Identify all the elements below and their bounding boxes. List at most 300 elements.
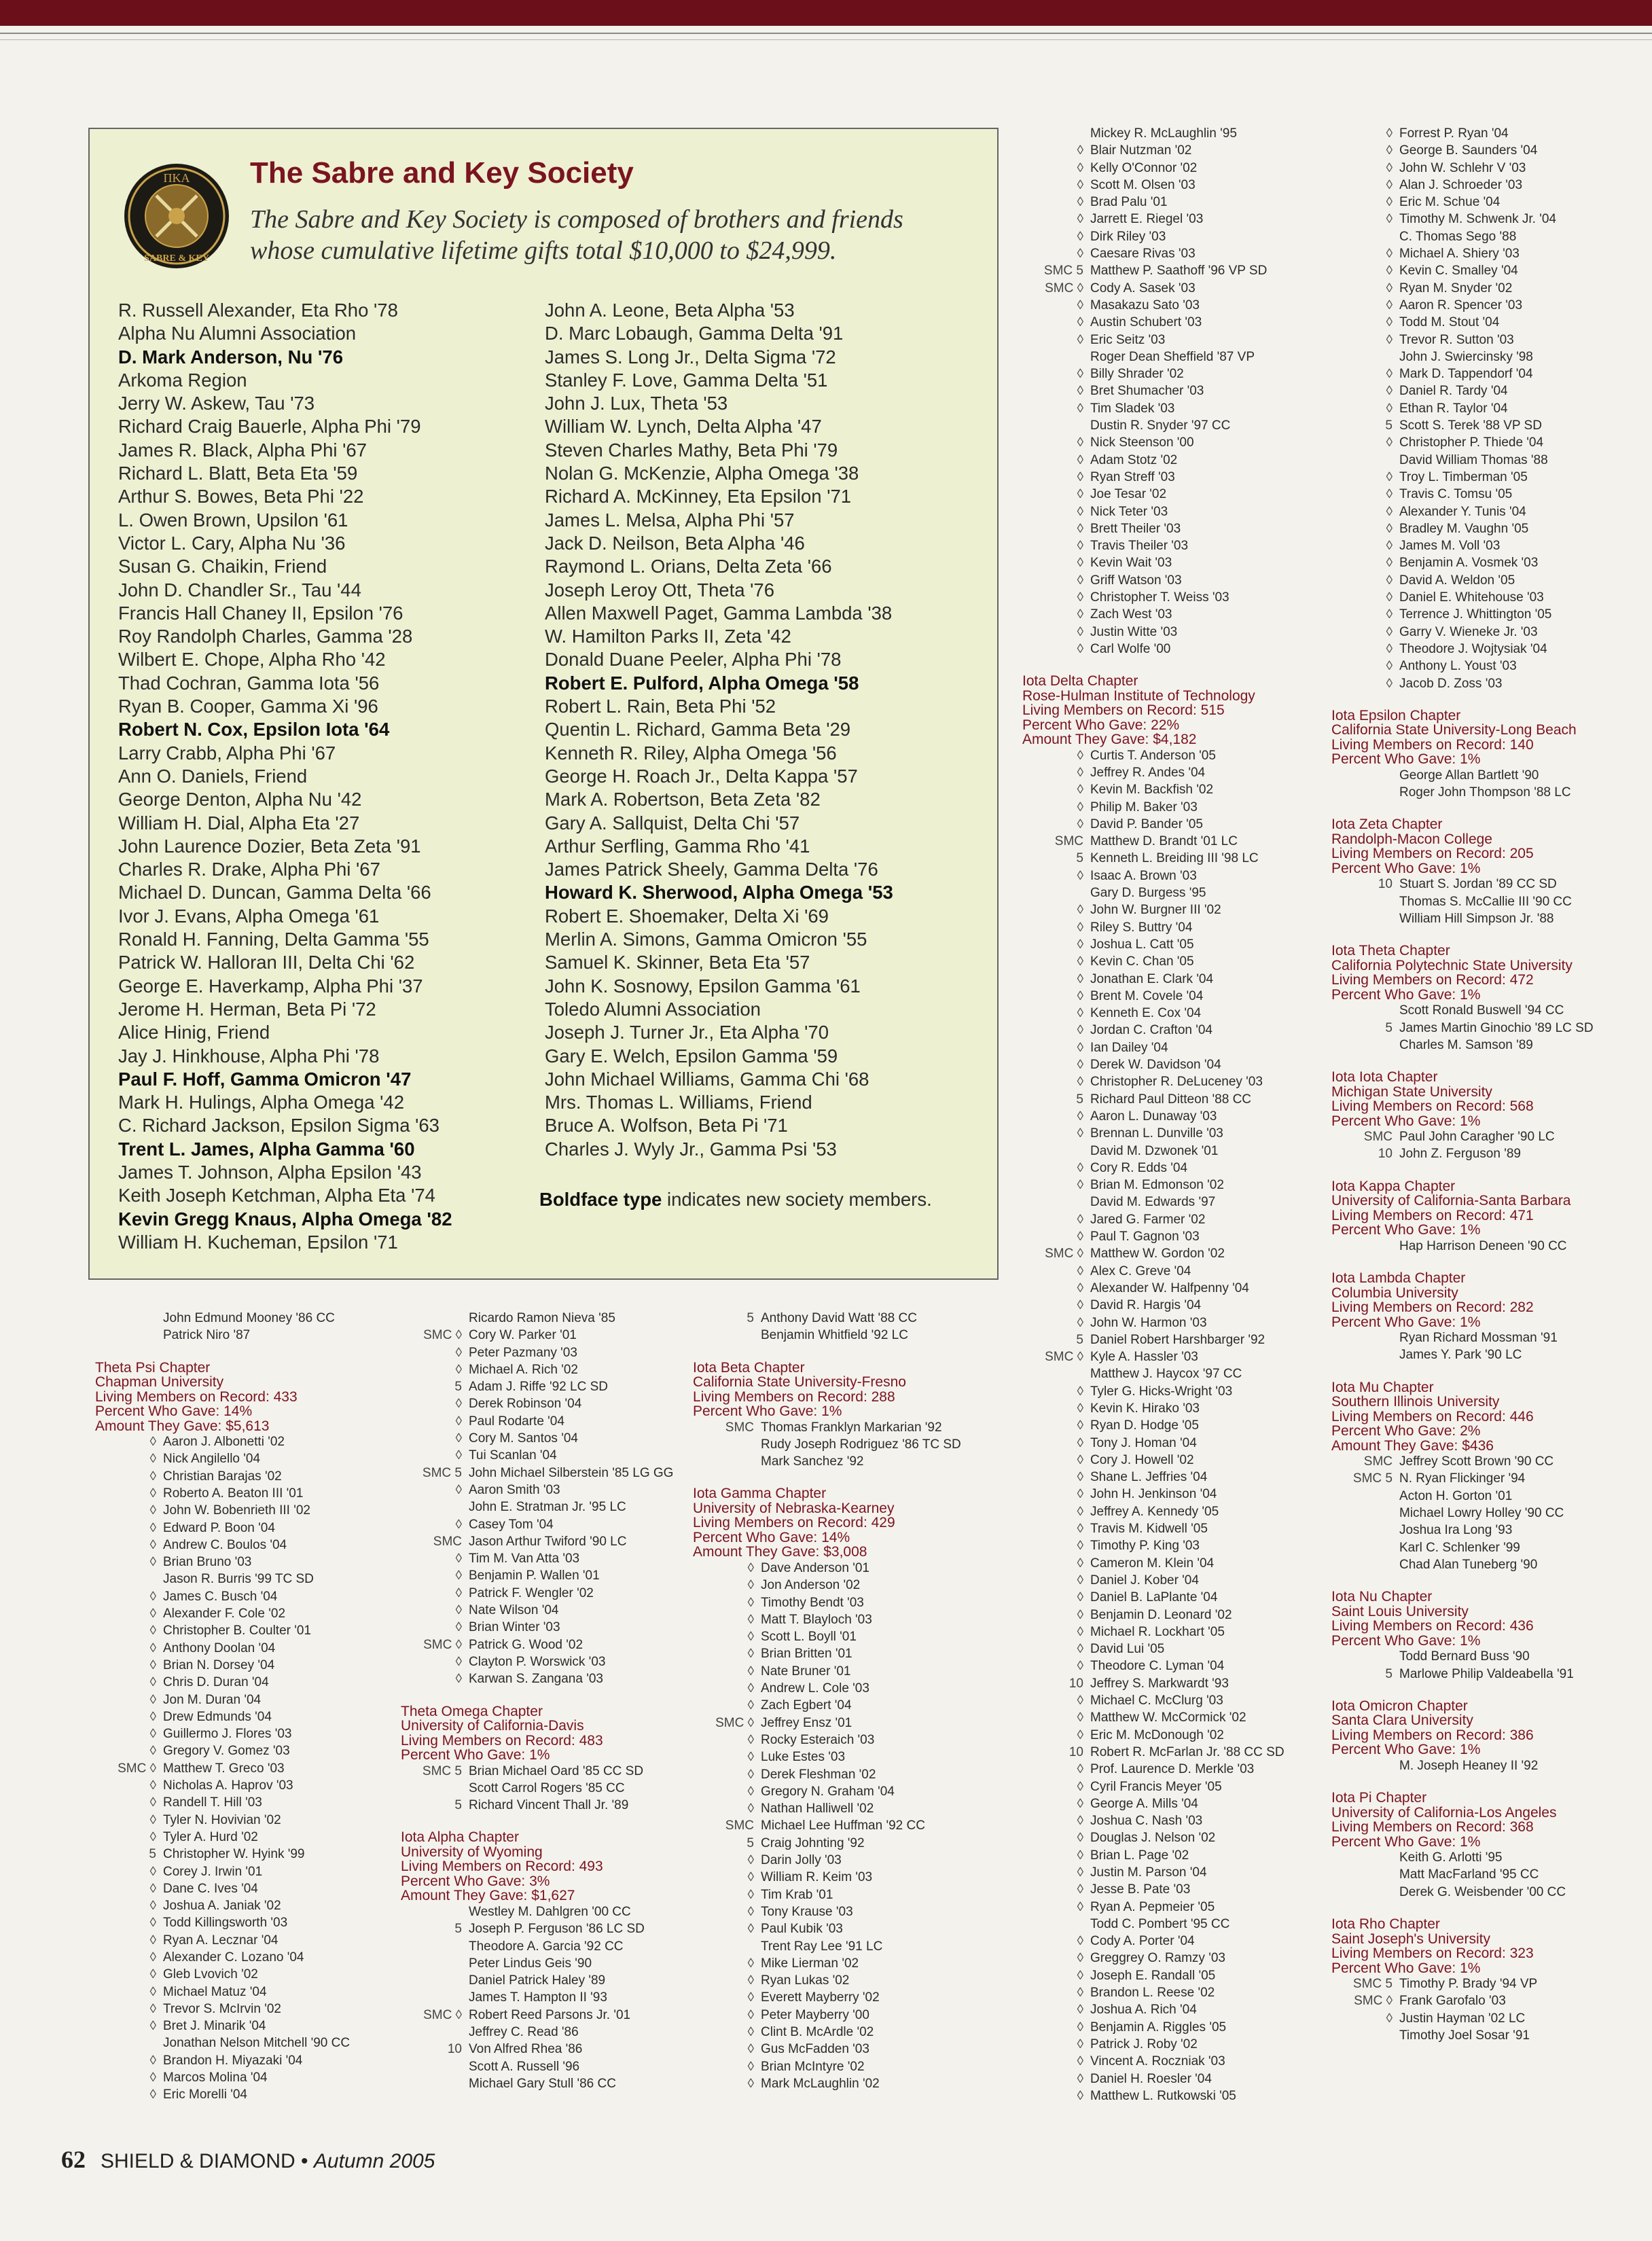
- member-code: ◊: [1386, 212, 1393, 227]
- member-name: Matthew W. McCormick '02: [1090, 1710, 1246, 1725]
- sabre-key-seal-icon: [122, 162, 231, 270]
- boldface-note-bold: Boldface type: [539, 1189, 662, 1210]
- society-member: Donald Duane Peeler, Alpha Phi '78: [545, 649, 842, 670]
- member-name: Philip M. Baker '03: [1090, 800, 1198, 814]
- member-row: [1331, 503, 1630, 520]
- member-row: [1022, 1160, 1321, 1177]
- member-row: [1022, 1469, 1321, 1486]
- top-rule: [0, 33, 1652, 34]
- member-code: ◊: [149, 1709, 156, 1724]
- member-code: [1331, 1002, 1393, 1019]
- member-row: [1022, 1881, 1321, 1898]
- member-row: [95, 1897, 394, 1914]
- member-name: Anthony L. Youst '03: [1399, 659, 1517, 674]
- donor-column-3: [693, 1310, 992, 2109]
- member-name: Vincent A. Roczniak '03: [1090, 2054, 1225, 2069]
- member-row: [1022, 417, 1321, 434]
- member-row: [1331, 1329, 1630, 1346]
- member-code: ◊: [747, 1922, 754, 1937]
- member-code: ◊: [1077, 1814, 1083, 1829]
- chapter-heading-line: Percent Who Gave: 1%: [1331, 1960, 1481, 1976]
- chapter-heading: [1331, 1271, 1630, 1329]
- chapter-section: [1331, 1590, 1630, 1683]
- chapter-heading-line: Iota Nu Chapter: [1331, 1589, 1433, 1605]
- member-row: [1022, 1555, 1321, 1572]
- member-code: ◊: [1077, 1573, 1083, 1588]
- member-row: [95, 2052, 394, 2069]
- member-name: Derek G. Weisbender '00 CC: [1399, 1884, 1566, 1899]
- member-row: [1022, 589, 1321, 606]
- member-code: ◊: [1077, 2037, 1083, 2051]
- member-name: Michael Lowry Holley '90 CC: [1399, 1506, 1564, 1521]
- society-member: Alpha Nu Alumni Association: [118, 323, 357, 344]
- member-name: Tim Sladek '03: [1090, 401, 1175, 416]
- member-code: ◊: [1386, 590, 1393, 605]
- member-row: [1022, 486, 1321, 503]
- member-row: [1331, 520, 1630, 537]
- member-code: ◊: [1386, 539, 1393, 554]
- member-row: [1022, 1916, 1321, 1933]
- member-row: [401, 1619, 700, 1636]
- member-code: ◊: [1077, 1590, 1083, 1605]
- member-code: ◊: [1077, 1487, 1083, 1502]
- member-name: Trent Ray Lee '91 LC: [761, 1939, 883, 1954]
- member-name: Timothy Bendt '03: [761, 1595, 864, 1610]
- member-row: [95, 1829, 394, 1846]
- member-name: Jon M. Duran '04: [163, 1692, 262, 1707]
- member-name: Jared G. Farmer '02: [1090, 1212, 1206, 1227]
- member-name: Tui Scanlan '04: [469, 1448, 557, 1463]
- member-name: Gus McFadden '03: [761, 2042, 869, 2057]
- member-code: ◊: [1077, 469, 1083, 484]
- member-code: SMC 5: [422, 1763, 462, 1778]
- member-code: ◊: [1077, 1968, 1083, 1983]
- member-code: ◊: [455, 1517, 462, 1532]
- member-row: [1331, 1002, 1630, 1019]
- society-member: Samuel K. Skinner, Beta Eta '57: [545, 952, 810, 973]
- member-code: [1331, 1522, 1393, 1539]
- member-code: ◊: [1077, 868, 1083, 883]
- society-member: Wilbert E. Chope, Alpha Rho '42: [118, 649, 386, 670]
- member-name: Roberto A. Beaton III '01: [163, 1486, 304, 1501]
- member-name: Drew Edmunds '04: [163, 1709, 272, 1724]
- member-code: [1022, 884, 1083, 901]
- society-member: James S. Long Jr., Delta Sigma '72: [545, 346, 836, 367]
- member-code: ◊: [1077, 1522, 1083, 1537]
- member-name: Austin Schubert '03: [1090, 315, 1202, 330]
- member-row: [1022, 1039, 1321, 1056]
- member-row: [1022, 1967, 1321, 1984]
- member-name: Trevor R. Sutton '03: [1399, 332, 1514, 347]
- member-code: SMC ◊: [1045, 1247, 1083, 1261]
- member-code: ◊: [149, 2087, 156, 2102]
- member-row: [401, 1395, 700, 1412]
- member-name: Nick Angilello '04: [163, 1452, 261, 1467]
- member-name: Guillermo J. Flores '03: [163, 1727, 292, 1742]
- society-member: Bruce A. Wolfson, Beta Pi '71: [545, 1115, 788, 1136]
- member-name: Marlowe Philip Valdeabella '91: [1399, 1666, 1574, 1681]
- member-name: Kevin Wait '03: [1090, 556, 1172, 571]
- member-row: [693, 1628, 992, 1645]
- chapter-section: [1331, 1917, 1630, 2044]
- member-name: Eric M. McDonough '02: [1090, 1727, 1224, 1742]
- member-name: James Martin Ginochio '89 LC SD: [1399, 1020, 1594, 1035]
- member-name: Luke Estes '03: [761, 1750, 846, 1765]
- member-row: [693, 1852, 992, 1869]
- member-code: ◊: [1386, 676, 1393, 691]
- member-name: Kyle A. Hassler '03: [1090, 1350, 1198, 1365]
- member-code: ◊: [747, 2059, 754, 2074]
- member-code: ◊: [1386, 384, 1393, 399]
- member-code: ◊: [1077, 1298, 1083, 1313]
- member-name: Michael A. Rich '02: [469, 1362, 578, 1377]
- member-row: [1331, 2010, 1630, 2027]
- society-member: Joseph J. Turner Jr., Eta Alpha '70: [545, 1022, 829, 1043]
- member-code: ◊: [149, 1812, 156, 1827]
- member-row: [1022, 1709, 1321, 1726]
- member-code: ◊: [1077, 971, 1083, 986]
- chapter-heading-line: Iota Theta Chapter: [1331, 943, 1450, 959]
- page-footer: [61, 2145, 435, 2174]
- member-row: [693, 1955, 992, 1972]
- member-row: [1331, 876, 1630, 893]
- member-row: [1022, 211, 1321, 228]
- member-row: [1022, 884, 1321, 901]
- member-code: [401, 2058, 462, 2075]
- member-code: ◊: [1077, 590, 1083, 605]
- member-name: Kenneth E. Cox '04: [1090, 1006, 1202, 1021]
- member-row: [95, 1657, 394, 1674]
- member-row: [1331, 142, 1630, 159]
- chapter-heading-line: Amount They Gave: $436: [1331, 1437, 1494, 1454]
- society-member: Victor L. Cary, Alpha Nu '36: [118, 532, 346, 554]
- member-row: [693, 1645, 992, 1662]
- member-name: Daniel B. LaPlante '04: [1090, 1590, 1218, 1605]
- chapter-heading-line: Amount They Gave: $5,613: [95, 1418, 270, 1434]
- member-code: ◊: [1077, 1315, 1083, 1330]
- member-row: [1022, 382, 1321, 399]
- member-name: David A. Weldon '05: [1399, 573, 1515, 588]
- member-name: Kenneth L. Breiding III '98 LC: [1090, 851, 1259, 866]
- member-name: Jordan C. Crafton '04: [1090, 1023, 1213, 1038]
- seal-bottom-text: SABRE & KEY: [144, 253, 209, 264]
- member-code: [1022, 1143, 1083, 1160]
- member-row: [401, 1797, 700, 1814]
- member-name: Justin Witte '03: [1090, 624, 1178, 639]
- member-row: [401, 1653, 700, 1670]
- member-code: [1331, 348, 1393, 365]
- member-code: ◊: [1386, 332, 1393, 347]
- member-name: Ryan Richard Mossman '91: [1399, 1331, 1558, 1346]
- society-member: Keith Joseph Ketchman, Alpha Eta '74: [118, 1185, 435, 1206]
- chapter-section: [693, 1486, 992, 2092]
- member-code: ◊: [1077, 1160, 1083, 1175]
- chapter-heading-line: Percent Who Gave: 1%: [1331, 1833, 1481, 1850]
- member-code: ◊: [149, 1675, 156, 1690]
- chapter-heading: [401, 1830, 700, 1903]
- member-name: John W. Bobenrieth III '02: [163, 1503, 310, 1518]
- member-name: C. Thomas Sego '88: [1399, 229, 1517, 244]
- member-name: Patrick Niro '87: [163, 1328, 251, 1343]
- member-row: [1022, 160, 1321, 177]
- society-member: Arthur S. Bowes, Beta Phi '22: [118, 486, 364, 507]
- member-code: ◊: [455, 1552, 462, 1566]
- member-row: [1331, 486, 1630, 503]
- chapter-heading-line: Columbia University: [1331, 1285, 1458, 1301]
- member-name: Christopher W. Hyink '99: [163, 1847, 305, 1862]
- member-name: N. Ryan Flickinger '94: [1399, 1471, 1526, 1486]
- chapter-section: [1331, 817, 1630, 927]
- society-member: James L. Melsa, Alpha Phi '57: [545, 509, 795, 531]
- member-code: ◊: [747, 1750, 754, 1765]
- member-name: Daniel Patrick Haley '89: [469, 1973, 606, 1988]
- member-name: Cody A. Porter '04: [1090, 1934, 1195, 1949]
- member-code: [693, 1938, 754, 1955]
- member-name: Mark Sanchez '92: [761, 1454, 864, 1469]
- chapter-heading: [1022, 674, 1321, 747]
- member-code: [1331, 1505, 1393, 1522]
- member-row: [1331, 784, 1630, 801]
- member-row: [95, 1450, 394, 1467]
- member-name: Von Alfred Rhea '86: [469, 2042, 583, 2057]
- member-name: Michael Matuz '04: [163, 1984, 267, 1999]
- society-member: Trent L. James, Alpha Gamma '60: [118, 1138, 415, 1160]
- member-row: [1022, 228, 1321, 245]
- member-code: ◊: [1077, 539, 1083, 554]
- footer-separator: •: [295, 2150, 314, 2172]
- member-row: [1331, 675, 1630, 692]
- member-row: [401, 1972, 700, 1989]
- member-row: [1331, 280, 1630, 297]
- member-code: ◊: [747, 1560, 754, 1575]
- member-row: [693, 1972, 992, 1989]
- member-row: [1331, 767, 1630, 784]
- member-code: ◊: [1077, 1058, 1083, 1073]
- member-code: ◊: [1386, 143, 1393, 158]
- member-code: [1331, 1556, 1393, 1573]
- member-name: Paul T. Gagnon '03: [1090, 1230, 1200, 1244]
- member-name: Timothy P. Brady '94 VP: [1399, 1977, 1538, 1992]
- member-name: Greggrey O. Ramzy '03: [1090, 1951, 1225, 1966]
- member-code: ◊: [1077, 1418, 1083, 1433]
- chapter-heading-line: Living Members on Record: 436: [1331, 1618, 1534, 1634]
- member-name: Aaron Smith '03: [469, 1482, 560, 1497]
- member-row: [1331, 194, 1630, 211]
- member-name: Curtis T. Anderson '05: [1090, 748, 1216, 763]
- member-name: Richard Paul Ditteon '88 CC: [1090, 1092, 1252, 1107]
- member-name: John H. Jenkinson '04: [1090, 1487, 1217, 1502]
- member-name: Shane L. Jeffries '04: [1090, 1470, 1208, 1485]
- member-name: Mickey R. McLaughlin '95: [1090, 126, 1237, 141]
- member-code: [401, 1499, 462, 1516]
- member-code: ◊: [747, 1630, 754, 1645]
- chapter-section: [1331, 125, 1630, 692]
- chapter-heading-line: Percent Who Gave: 14%: [693, 1529, 850, 1545]
- member-code: ◊: [1077, 1607, 1083, 1622]
- issue-date: Autumn 2005: [313, 2150, 435, 2172]
- member-name: Charles M. Samson '89: [1399, 1037, 1533, 1052]
- member-row: [693, 1732, 992, 1749]
- member-name: Patrick F. Wengler '02: [469, 1585, 594, 1600]
- member-row: [1331, 331, 1630, 348]
- member-row: [401, 1780, 700, 1797]
- society-member: Quentin L. Richard, Gamma Beta '29: [545, 719, 851, 740]
- member-name: Ethan R. Taylor '04: [1399, 401, 1508, 416]
- chapter-section: [1022, 125, 1321, 658]
- member-row: [95, 1605, 394, 1622]
- member-name: Dustin R. Snyder '97 CC: [1090, 418, 1231, 433]
- chapter-section: [401, 1310, 700, 1688]
- member-code: ◊: [1386, 177, 1393, 192]
- member-code: 5: [747, 1311, 754, 1325]
- member-row: [1331, 228, 1630, 245]
- member-name: David R. Hargis '04: [1090, 1298, 1202, 1313]
- member-code: ◊: [1077, 401, 1083, 416]
- member-code: ◊: [149, 1486, 156, 1501]
- member-name: Cory J. Howell '02: [1090, 1452, 1194, 1467]
- member-row: [401, 1955, 700, 1972]
- member-row: [95, 1468, 394, 1485]
- member-name: Ian Dailey '04: [1090, 1040, 1168, 1055]
- member-name: Kevin K. Hirako '03: [1090, 1401, 1200, 1416]
- society-member: Raymond L. Orians, Delta Zeta '66: [545, 556, 832, 577]
- society-member: Francis Hall Chaney II, Epsilon '76: [118, 602, 403, 624]
- member-code: ◊: [149, 1692, 156, 1707]
- member-code: ◊: [1077, 521, 1083, 536]
- page-subtitle: The Sabre and Key Society is composed of brothers and friends whose cumulative lifetime gifts total $10,000 to $24,999.: [250, 205, 903, 265]
- member-row: [693, 2058, 992, 2075]
- member-row: [693, 1835, 992, 1852]
- chapter-heading-line: Living Members on Record: 515: [1022, 702, 1225, 719]
- member-row: [1022, 2001, 1321, 2018]
- member-code: SMC ◊: [1045, 281, 1083, 295]
- member-code: ◊: [747, 2042, 754, 2057]
- member-code: 5: [149, 1847, 156, 1862]
- donor-column-1: [95, 1310, 394, 2120]
- member-name: Rudy Joseph Rodriguez '86 TC SD: [761, 1437, 961, 1452]
- chapter-heading-line: Living Members on Record: 471: [1331, 1207, 1534, 1223]
- member-row: [1022, 919, 1321, 936]
- member-code: ◊: [1386, 367, 1393, 382]
- chapter-heading-line: Percent Who Gave: 2%: [1331, 1423, 1481, 1439]
- member-code: [1331, 1648, 1393, 1665]
- member-code: 5: [1385, 1666, 1393, 1681]
- member-name: Matthew P. Saathoff '96 VP SD: [1090, 264, 1268, 279]
- member-row: [1022, 1795, 1321, 1812]
- member-code: [1331, 1757, 1393, 1774]
- member-code: ◊: [747, 2025, 754, 2039]
- member-name: Nick Teter '03: [1090, 504, 1168, 519]
- member-row: [401, 1533, 700, 1550]
- member-code: [1331, 1849, 1393, 1866]
- member-row: [1022, 781, 1321, 798]
- member-name: Tyler A. Hurd '02: [163, 1829, 258, 1844]
- society-member: Richard L. Blatt, Beta Eta '59: [118, 463, 358, 484]
- member-code: [95, 1571, 156, 1588]
- member-code: ◊: [1077, 247, 1083, 262]
- chapter-heading-line: California State University-Long Beach: [1331, 722, 1577, 738]
- member-code: ◊: [149, 1537, 156, 1552]
- member-row: [1022, 1537, 1321, 1554]
- member-row: [1022, 245, 1321, 262]
- member-code: ◊: [149, 1864, 156, 1879]
- member-name: Michael A. Shiery '03: [1399, 247, 1520, 262]
- member-name: Gregory N. Graham '04: [761, 1784, 895, 1799]
- society-member: John J. Lux, Theta '53: [545, 393, 728, 414]
- member-row: [1022, 1778, 1321, 1795]
- member-code: [1331, 1329, 1393, 1346]
- chapter-heading-line: Amount They Gave: $3,008: [693, 1544, 867, 1560]
- chapter-section: [401, 1704, 700, 1814]
- member-code: ◊: [1077, 1178, 1083, 1193]
- member-code: ◊: [149, 1435, 156, 1450]
- member-row: [1331, 1522, 1630, 1539]
- member-row: [693, 1715, 992, 1732]
- member-name: Theodore C. Lyman '04: [1090, 1659, 1225, 1674]
- society-member: Richard Craig Bauerle, Alpha Phi '79: [118, 416, 421, 437]
- society-member: Joseph Leroy Ott, Theta '76: [545, 579, 775, 600]
- member-code: ◊: [1077, 1126, 1083, 1141]
- member-name: Peter Lindus Geis '90: [469, 1956, 592, 1971]
- member-row: [693, 1663, 992, 1680]
- member-name: Jeffrey R. Andes '04: [1090, 766, 1206, 780]
- member-row: [401, 1378, 700, 1395]
- member-name: Michael R. Lockhart '05: [1090, 1624, 1225, 1639]
- member-name: Scott M. Olsen '03: [1090, 177, 1196, 192]
- member-name: Joseph P. Ferguson '86 LC SD: [469, 1922, 645, 1937]
- member-name: David M. Edwards '97: [1090, 1195, 1216, 1210]
- member-code: ◊: [747, 1956, 754, 1971]
- member-name: Alex C. Greve '04: [1090, 1263, 1191, 1278]
- member-code: ◊: [1077, 1212, 1083, 1227]
- member-code: ◊: [1077, 641, 1083, 656]
- member-name: Hap Harrison Deneen '90 CC: [1399, 1238, 1567, 1253]
- chapter-heading-line: Chapman University: [95, 1374, 224, 1391]
- member-code: ◊: [1077, 2054, 1083, 2069]
- member-row: [95, 2069, 394, 2086]
- member-code: ◊: [747, 1647, 754, 1662]
- member-code: ◊: [1077, 954, 1083, 969]
- member-name: Edward P. Boon '04: [163, 1520, 275, 1535]
- member-row: [1022, 988, 1321, 1005]
- member-row: [1331, 641, 1630, 658]
- member-code: 10: [1069, 1676, 1083, 1691]
- member-name: Dane C. Ives '04: [163, 1881, 258, 1896]
- member-code: ◊: [747, 1973, 754, 1988]
- member-name: Marcos Molina '04: [163, 2070, 268, 2085]
- member-name: Timothy P. King '03: [1090, 1539, 1200, 1554]
- member-name: Aaron L. Dunaway '03: [1090, 1109, 1217, 1124]
- member-row: [401, 1938, 700, 1955]
- member-name: Justin M. Parson '04: [1090, 1865, 1207, 1880]
- member-code: ◊: [1386, 264, 1393, 279]
- member-code: ◊: [149, 2070, 156, 2085]
- member-row: [95, 1725, 394, 1742]
- member-code: ◊: [1077, 817, 1083, 831]
- member-code: 5: [454, 1922, 462, 1937]
- member-name: Jeffrey S. Markwardt '93: [1090, 1676, 1229, 1691]
- member-row: [693, 1453, 992, 1470]
- member-row: [401, 1550, 700, 1567]
- member-code: ◊: [455, 1603, 462, 1618]
- member-name: Anthony Doolan '04: [163, 1641, 276, 1655]
- member-row: [693, 1327, 992, 1344]
- member-name: Chad Alan Tuneberg '90: [1399, 1557, 1538, 1572]
- member-row: [1022, 331, 1321, 348]
- member-name: David Lui '05: [1090, 1642, 1165, 1657]
- member-name: Todd Killingsworth '03: [163, 1916, 288, 1931]
- member-row: [95, 1863, 394, 1880]
